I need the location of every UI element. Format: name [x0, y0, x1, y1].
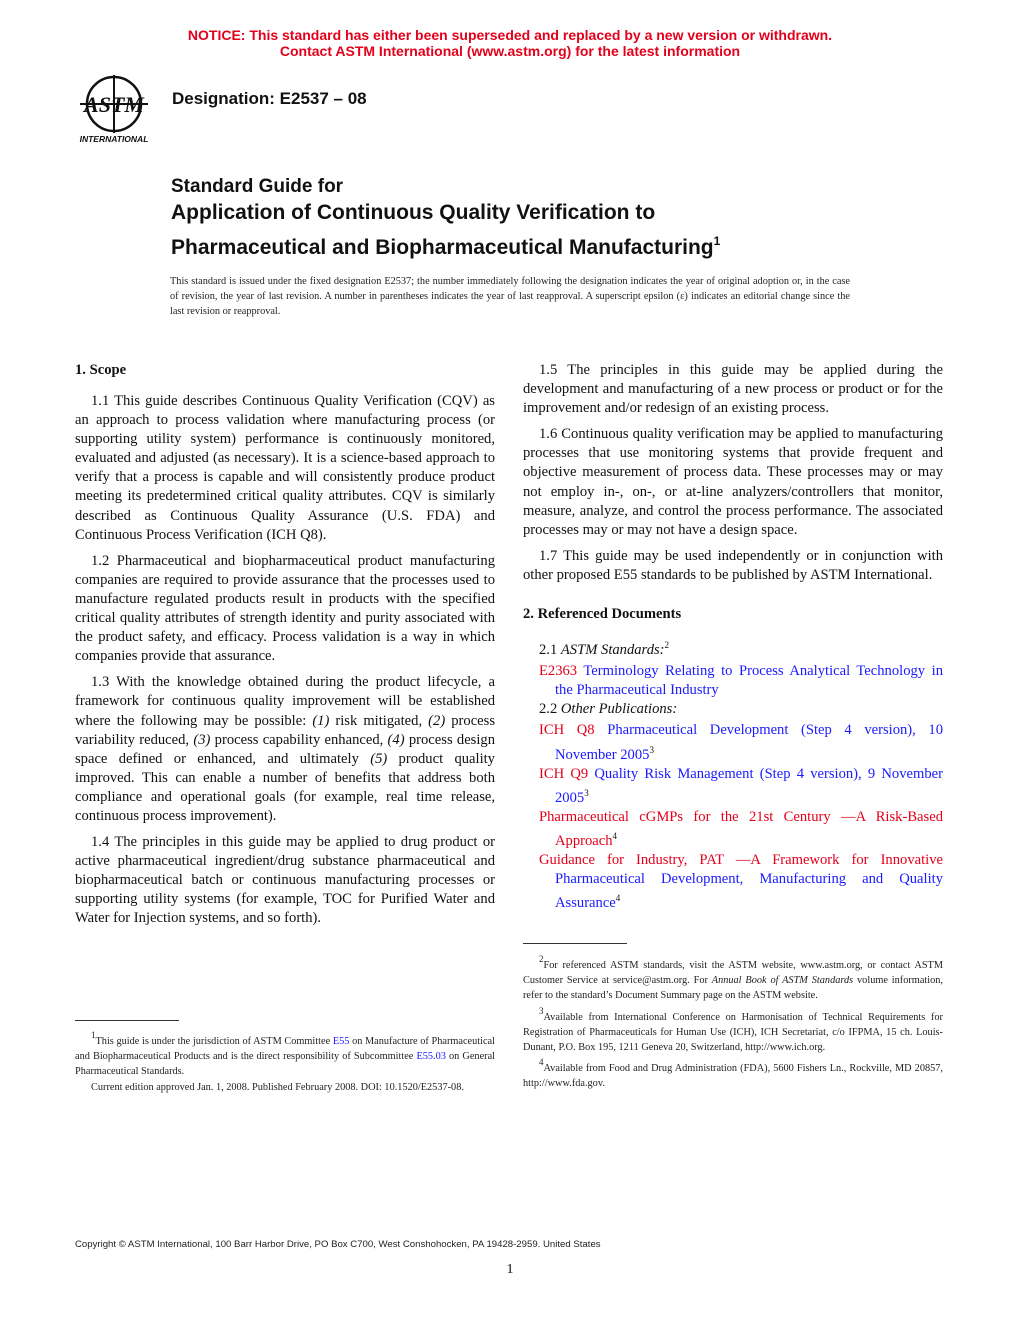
issuance-note: This standard is issued under the fixed designation E2537; the number immediately following the designation indicates the year of original adoption or, in the case of revision, the year of last revision. A number in parentheses indicates the year of last reapproval. A superscript epsilon (ε) indicates an editorial change since the last revision or reapproval. — [170, 276, 850, 317]
right-column — [523, 361, 943, 913]
paragraph-1-3: 1.3 With the knowledge obtained during the product lifecycle, a framework for continuous quality improvement will be established where the following may be possible: (1) risk mitigated, (2) process variability reduced, (3) process capability enhanced, (4) process design space defined or enhanced, and ultimately (5) product quality improved. This can enable a number of benefits that address both compliance and operational goals (for example, real time release, continuous process improvement). — [75, 674, 496, 824]
paragraph-1-7: 1.7 This guide may be used independently or in conjunction with other proposed E55 standards to be published by ASTM International. — [523, 547, 943, 583]
title-line-3-text: Pharmaceutical and Biopharmaceutical Manufacturing — [171, 236, 714, 259]
section-1-heading: 1. Scope — [75, 362, 127, 378]
astm-logo — [66, 72, 162, 146]
logo-lettering: ASTM — [84, 92, 144, 117]
withdrawal-notice — [0, 27, 1020, 59]
footnote-3: $^3$Available from International Conference on Harmonisation of Technical Requirements for Registration of Pharmaceuticals for Human Use (ICH), ICH Secretariat, c/o IFPMA, 15 ch. Louis-Dunant, P.O. Box 195, 1211 Geneva 20, Switzerland, http://www.ich.org. — [523, 1005, 943, 1054]
title-footnote-mark: 1 — [713, 234, 721, 248]
other-publications-label: 2.2 Other Publications: — [539, 701, 678, 718]
paragraph-1-5: 1.5 The principles in this guide may be applied during the development and manufacturing of a new process or product or for the improvement and/or redesign of an existing process. — [523, 362, 943, 417]
title-line-1: Standard Guide for — [171, 176, 344, 197]
ref-pat-guidance[interactable]: Guidance for Industry, PAT —A Framework for Innovative Pharmaceutical Development, Manufacturing and Quality Assurance$^4$ — [539, 851, 943, 912]
edition-note: Current edition approved Jan. 1, 2008. Published February 2008. DOI: 10.1520/E2537-08. — [91, 1081, 464, 1093]
footnote-rule-right — [523, 943, 627, 944]
astm-standards-label: 2.1 ASTM Standards:$^2$ — [539, 640, 670, 659]
link-e55-03[interactable]: E55.03 — [416, 1051, 446, 1063]
section-2-heading: 2. Referenced Documents — [523, 606, 682, 623]
designation: Designation: E2537 – 08 — [172, 89, 367, 108]
notice-line-1: NOTICE: This standard has either been superseded and replaced by a new version or withdrawn. — [187, 27, 833, 43]
copyright-line: Copyright © ASTM International, 100 Barr Harbor Drive, PO Box C700, West Conshohocken, PA 19428-2959. United States — [75, 1239, 601, 1250]
document-title — [171, 175, 891, 262]
page-number: 1 — [506, 1262, 514, 1277]
paragraph-1-6: 1.6 Continuous quality verification may be applied to manufacturing processes that use monitoring systems that provide frequent and objective measurement of process data. These processes may or may not employ in-, on-, or at-line analyzers/controllers that monitor, measure, analyze, and control the process performance. The associated processes may or may not have a design space. — [523, 426, 943, 538]
notice-line-2: Contact ASTM International (www.astm.org) for the latest information — [279, 43, 741, 59]
left-column — [75, 361, 495, 936]
footnotes-right — [523, 952, 943, 1092]
title-line-3 — [171, 227, 891, 262]
ref-ich-q9[interactable]: ICH Q9 Quality Risk Management (Step 4 version), 9 November 2005$^3$ — [539, 765, 943, 806]
astm-logo-icon — [66, 72, 162, 146]
footnote-1: $^1$This guide is under the jurisdiction of ASTM Committee E55 on Manufacture of Pharmaceutical and Biopharmaceutical Products and is the direct responsibility of Subcommittee E55.03 on General Pharmaceutical Standards. Current edition approved Jan. 1, 2008. Published February 2008. DOI: 10.1520/E2537-08. — [75, 1028, 495, 1095]
ref-cgmps[interactable]: Pharmaceutical cGMPs for the 21st Century —A Risk-Based Approach$^4$ — [539, 808, 943, 849]
paragraph-1-2: 1.2 Pharmaceutical and biopharmaceutical product manufacturing companies are required to provide assurance that the processes used to manufacture regulated products result in products with the specified critical quality attributes of strength identity and purity associated with the product safety, and efficacy. Process validation is a way in which companies provide that assurance. — [75, 552, 495, 665]
ref-e2363[interactable]: E2363 Terminology Relating to Process Analytical Technology in the Pharmaceutical Industry — [539, 663, 943, 699]
footnote-2: $^2$For referenced ASTM standards, visit the ASTM website, www.astm.org, or contact ASTM Customer Service at service@astm.org. For Annual Book of ASTM Standards volume information, refer to the standard’s Document Summary page on the ASTM website. — [523, 954, 943, 1002]
logo-subtitle: INTERNATIONAL — [79, 134, 149, 144]
title-line-2: Application of Continuous Quality Verification to — [171, 201, 656, 224]
ref-ich-q8[interactable]: ICH Q8 Pharmaceutical Development (Step 4 version), 10 November 2005$^3$ — [539, 722, 944, 763]
footnote-4: $^4$Available from Food and Drug Administration (FDA), 5600 Fishers Ln., Rockville, MD 20857, http://www.fda.gov. — [523, 1057, 943, 1090]
footnote-rule-left — [75, 1020, 179, 1021]
link-e55[interactable]: E55 — [332, 1036, 350, 1047]
paragraph-1-4: 1.4 The principles in this guide may be applied to drug product or active pharmaceutical ingredient/drug substance pharmaceutical and biopharmaceutical batch or continuous manufacturing processes or supporting utility systems (for example, TOC for Purified Water and Water for Injection systems, and so forth). — [75, 834, 495, 927]
paragraph-1-1: 1.1 This guide describes Continuous Quality Verification (CQV) as an approach to process validation where manufacturing process (or supporting utility system) performance is continuously monitored, evaluated and adjusted (as necessary). It is a science-based approach to verify that a process is capable and will consistently produce product meeting its predetermined critical quality attributes. CQV is similarly described as Continuous Quality Assurance (U.S. FDA) and Continuous Process Verification (ICH Q8). — [75, 393, 495, 543]
